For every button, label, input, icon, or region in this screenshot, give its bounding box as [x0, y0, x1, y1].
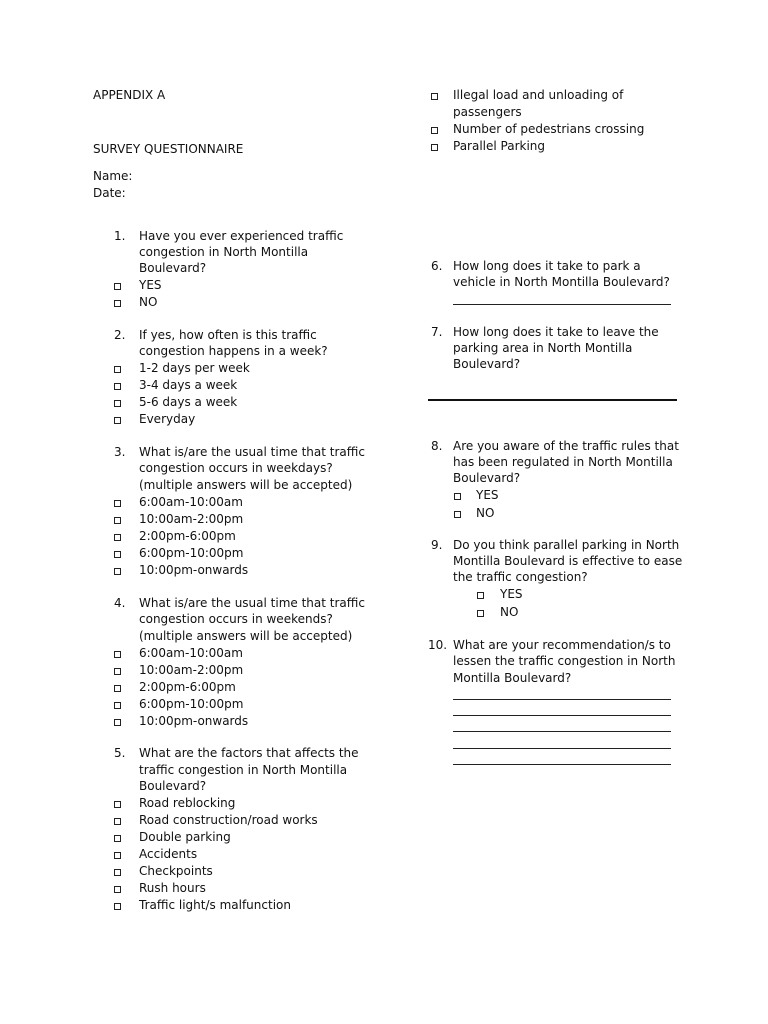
checkbox-option[interactable] [114, 500, 121, 507]
checkbox-option[interactable] [114, 668, 121, 675]
question-number: 2. [114, 328, 126, 342]
questionnaire-title: SURVEY QUESTIONNAIRE [93, 142, 244, 156]
option-label: 10:00pm-onwards [139, 714, 249, 728]
option-label: Everyday [139, 412, 196, 426]
checkbox-option[interactable] [114, 534, 121, 541]
question-text: Boulevard? [139, 261, 207, 275]
checkbox-option[interactable] [114, 852, 121, 859]
checkbox-option[interactable] [114, 818, 121, 825]
checkbox-no[interactable] [477, 610, 484, 617]
question-text: traffic congestion in North Montilla [139, 763, 348, 777]
question-text: Have you ever experienced traffic [139, 229, 344, 243]
question-text: congestion happens in a week? [139, 344, 328, 358]
checkbox-no[interactable] [114, 300, 121, 307]
question-number: 9. [431, 538, 443, 552]
question-text: congestion occurs in weekdays? [139, 461, 333, 475]
question-text: parking area in North Montilla [453, 341, 633, 355]
question-text: the traffic congestion? [453, 570, 588, 584]
option-label: 6:00am-10:00am [139, 495, 243, 509]
checkbox-option[interactable] [114, 801, 121, 808]
question-text: Boulevard? [453, 471, 521, 485]
option-label: Road construction/road works [139, 813, 318, 827]
answer-line[interactable] [453, 764, 671, 765]
question-text: Are you aware of the traffic rules that [453, 439, 679, 453]
option-label: NO [500, 605, 519, 619]
answer-line[interactable] [453, 715, 671, 716]
question-number: 4. [114, 596, 126, 610]
option-label: 6:00am-10:00am [139, 646, 243, 660]
date-label: Date: [93, 186, 126, 200]
checkbox-yes[interactable] [454, 493, 461, 500]
option-label: Checkpoints [139, 864, 213, 878]
checkbox-option[interactable] [114, 400, 121, 407]
checkbox-option[interactable] [431, 144, 438, 151]
name-label: Name: [93, 169, 133, 183]
question-number: 7. [431, 325, 443, 339]
checkbox-option[interactable] [114, 835, 121, 842]
option-label: Accidents [139, 847, 198, 861]
option-label: Parallel Parking [453, 139, 546, 153]
option-label: Double parking [139, 830, 231, 844]
question-text: If yes, how often is this traffic [139, 328, 317, 342]
answer-line[interactable] [453, 699, 671, 700]
appendix-heading: APPENDIX A [93, 88, 166, 102]
question-text: Montilla Boulevard? [453, 671, 572, 685]
checkbox-option[interactable] [431, 93, 438, 100]
checkbox-option[interactable] [114, 383, 121, 390]
checkbox-option[interactable] [114, 903, 121, 910]
option-label: 6:00pm-10:00pm [139, 697, 244, 711]
checkbox-option[interactable] [114, 886, 121, 893]
checkbox-option[interactable] [114, 702, 121, 709]
question-text: congestion occurs in weekends? [139, 612, 333, 626]
option-label: YES [500, 587, 523, 601]
option-label: 3-4 days a week [139, 378, 238, 392]
option-label: Number of pedestrians crossing [453, 122, 645, 136]
option-label: NO [139, 295, 158, 309]
checkbox-option[interactable] [114, 417, 121, 424]
option-label: Illegal load and unloading of [453, 88, 624, 102]
question-text: vehicle in North Montilla Boulevard? [453, 275, 670, 289]
checkbox-yes[interactable] [477, 592, 484, 599]
option-label: 2:00pm-6:00pm [139, 529, 236, 543]
option-label: 1-2 days per week [139, 361, 250, 375]
question-text: What is/are the usual time that traffic [139, 596, 365, 610]
checkbox-option[interactable] [114, 719, 121, 726]
checkbox-option[interactable] [114, 366, 121, 373]
option-label: Traffic light/s malfunction [139, 898, 291, 912]
question-text: How long does it take to park a [453, 259, 641, 273]
checkbox-option[interactable] [114, 517, 121, 524]
question-text: congestion in North Montilla [139, 245, 309, 259]
checkbox-option[interactable] [114, 651, 121, 658]
checkbox-yes[interactable] [114, 283, 121, 290]
question-text: What is/are the usual time that traffic [139, 445, 365, 459]
checkbox-no[interactable] [454, 511, 461, 518]
question-number: 8. [431, 439, 443, 453]
question-text: (multiple answers will be accepted) [139, 629, 353, 643]
option-label: 10:00am-2:00pm [139, 663, 244, 677]
answer-line[interactable] [453, 304, 671, 305]
question-text: has been regulated in North Montilla [453, 455, 673, 469]
checkbox-option[interactable] [114, 685, 121, 692]
option-label: 10:00pm-onwards [139, 563, 249, 577]
question-text: lessen the traffic congestion in North [453, 654, 676, 668]
question-number: 1. [114, 229, 126, 243]
question-number: 6. [431, 259, 443, 273]
question-number: 5. [114, 746, 126, 760]
question-text: Do you think parallel parking in North [453, 538, 680, 552]
question-text: How long does it take to leave the [453, 325, 659, 339]
checkbox-option[interactable] [114, 568, 121, 575]
option-label: passengers [453, 105, 522, 119]
option-label: 6:00pm-10:00pm [139, 546, 244, 560]
question-number: 10. [428, 638, 448, 652]
question-text: Boulevard? [139, 779, 207, 793]
answer-line[interactable] [453, 731, 671, 732]
answer-line[interactable] [428, 399, 677, 401]
checkbox-option[interactable] [114, 551, 121, 558]
question-text: (multiple answers will be accepted) [139, 478, 353, 492]
question-number: 3. [114, 445, 126, 459]
checkbox-option[interactable] [114, 869, 121, 876]
option-label: NO [476, 506, 495, 520]
option-label: 2:00pm-6:00pm [139, 680, 236, 694]
option-label: 5-6 days a week [139, 395, 238, 409]
answer-line[interactable] [453, 748, 671, 749]
option-label: 10:00am-2:00pm [139, 512, 244, 526]
question-text: Montilla Boulevard is effective to ease [453, 554, 683, 568]
checkbox-option[interactable] [431, 127, 438, 134]
option-label: YES [476, 488, 499, 502]
option-label: Rush hours [139, 881, 206, 895]
option-label: Road reblocking [139, 796, 236, 810]
question-text: What are the factors that affects the [139, 746, 359, 760]
question-text: Boulevard? [453, 357, 521, 371]
question-text: What are your recommendation/s to [453, 638, 671, 652]
option-label: YES [139, 278, 162, 292]
